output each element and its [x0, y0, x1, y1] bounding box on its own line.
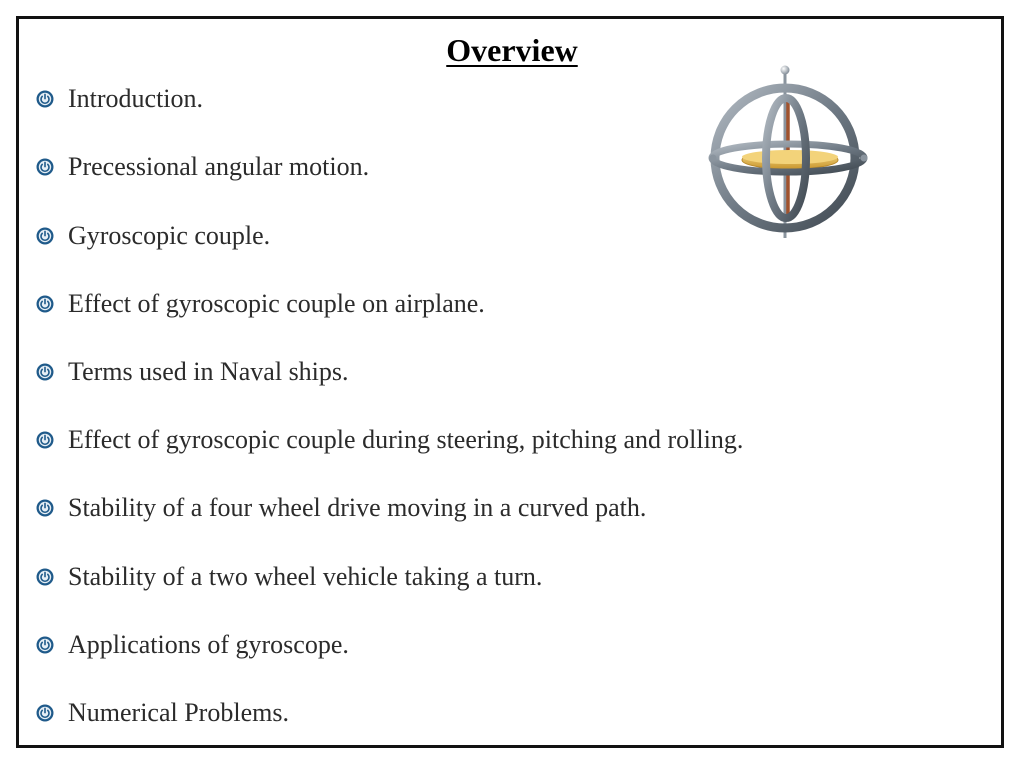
- list-item-text: Stability of a two wheel vehicle taking a turn.: [68, 562, 543, 591]
- list-item: [36, 560, 542, 594]
- list-item: [36, 150, 369, 184]
- list-item: [36, 628, 349, 662]
- list-item: [36, 696, 289, 730]
- power-bullet-icon: [36, 90, 54, 108]
- list-item: [36, 491, 646, 525]
- power-bullet-icon: [36, 704, 54, 722]
- slide-title: Overview: [446, 32, 578, 68]
- list-item-text: Introduction.: [68, 84, 204, 113]
- power-bullet-icon: [36, 363, 54, 381]
- power-bullet-icon: [36, 568, 54, 586]
- list-item-text: Applications of gyroscope.: [68, 630, 349, 659]
- gyroscope-icon: [708, 62, 874, 242]
- list-item: [36, 219, 270, 253]
- list-item-text: Terms used in Naval ships.: [68, 357, 349, 386]
- list-item: [36, 355, 349, 389]
- power-bullet-icon: [36, 431, 54, 449]
- list-item: [36, 423, 743, 457]
- power-bullet-icon: [36, 295, 54, 313]
- list-item-text: Effect of gyroscopic couple on airplane.: [68, 289, 485, 318]
- list-item-text: Stability of a four wheel drive moving in a curved path.: [68, 493, 647, 522]
- list-item-text: Effect of gyroscopic couple during steering, pitching and rolling.: [68, 425, 744, 454]
- list-item-text: Precessional angular motion.: [68, 152, 370, 181]
- list-item: [36, 287, 485, 321]
- list-item-text: Numerical Problems.: [68, 698, 289, 727]
- power-bullet-icon: [36, 227, 54, 245]
- power-bullet-icon: [36, 636, 54, 654]
- power-bullet-icon: [36, 499, 54, 517]
- list-item-text: Gyroscopic couple.: [68, 221, 271, 250]
- power-bullet-icon: [36, 158, 54, 176]
- list-item: [36, 82, 203, 116]
